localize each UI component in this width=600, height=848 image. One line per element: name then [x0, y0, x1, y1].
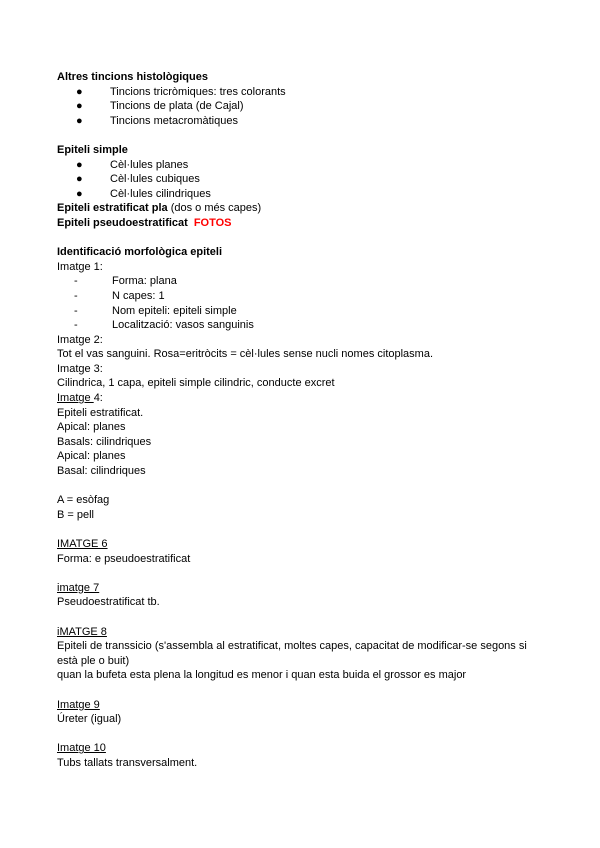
- fotos-label: FOTOS: [193, 216, 232, 229]
- dash-icon: -: [74, 319, 78, 332]
- text-line: Apical: planes: [57, 421, 126, 434]
- text-line: Epiteli estratificat.: [57, 406, 144, 419]
- list-item: ● Tincions metacromàtiques: [76, 114, 238, 127]
- text-line: Basal: cilindriques: [57, 465, 146, 478]
- list-item: ● Cèl·lules planes: [76, 158, 189, 171]
- imatge-9-label: Imatge 9: [57, 698, 100, 711]
- imatge-9-text: Úreter (igual): [57, 713, 122, 726]
- imatge-8-label: iMATGE 8: [57, 625, 107, 638]
- imatge-8-text: Epiteli de transsicio (s'assembla al estratificat, moltes capes, capacitat de modificar-se segons si està ple o buit): [57, 640, 527, 667]
- imatge-4-label: Imatge 4:: [57, 392, 103, 405]
- imatge-7-text: Pseudoestratificat tb.: [57, 596, 160, 609]
- imatge-3-text: Cilindrica, 1 capa, epiteli simple cilindric, conducte excret: [57, 377, 335, 390]
- epiteli-pseudo-line: Epiteli pseudoestratificat FOTOS: [57, 216, 232, 229]
- bullet-icon: ●: [76, 158, 83, 171]
- list-item: - N capes: 1: [74, 289, 165, 302]
- list-item: ● Cèl·lules cubiques: [76, 173, 200, 186]
- text-line: Basals: cilindriques: [57, 435, 152, 448]
- bullet-icon: ●: [76, 100, 83, 113]
- heading-tincions: Altres tincions histològiques: [57, 71, 208, 83]
- text-line: B = pell: [57, 508, 94, 521]
- list-item: ● Tincions de plata (de Cajal): [76, 100, 244, 113]
- imatge-2-label: Imatge 2:: [57, 333, 103, 346]
- text-line: A = esòfag: [57, 494, 110, 507]
- imatge-7-label: imatge 7: [57, 581, 100, 594]
- dash-icon: -: [74, 289, 78, 302]
- bullet-icon: ●: [76, 187, 83, 200]
- list-item: - Nom epiteli: epiteli simple: [74, 304, 237, 317]
- imatge-10-text: Tubs tallats transversalment.: [57, 756, 198, 769]
- imatge-6-label: IMATGE 6: [57, 538, 108, 550]
- document-page: [57, 70, 547, 771]
- imatge-2-text: Tot el vas sanguini. Rosa=eritròcits = cèl·lules sense nucli nomes citoplasma.: [57, 348, 434, 361]
- bullet-icon: ●: [76, 85, 83, 98]
- list-item: ● Tincions tricròmiques: tres colorants: [76, 85, 286, 98]
- list-item: ● Cèl·lules cilindriques: [76, 187, 211, 200]
- list-item: - Localització: vasos sanguinis: [74, 319, 254, 332]
- bullet-icon: ●: [76, 173, 83, 186]
- imatge-3-label: Imatge 3:: [57, 362, 103, 375]
- text-line: Apical: planes: [57, 450, 126, 463]
- list-item: - Forma: plana: [74, 275, 177, 288]
- epiteli-estratificat-line: Epiteli estratificat pla (dos o més capes): [57, 202, 262, 215]
- imatge-8-text-2: quan la bufeta esta plena la longitud es menor i quan esta buida el grossor es major: [57, 669, 467, 682]
- heading-identificacio: Identificació morfològica epiteli: [57, 246, 223, 259]
- heading-epiteli-simple: Epiteli simple: [57, 143, 128, 156]
- bullet-icon: ●: [76, 114, 83, 127]
- imatge-1-label: Imatge 1:: [57, 260, 103, 273]
- imatge-10-label: Imatge 10: [57, 742, 106, 755]
- imatge-6-text: Forma: e pseudoestratificat: [57, 552, 191, 565]
- dash-icon: -: [74, 304, 78, 317]
- dash-icon: -: [74, 275, 78, 288]
